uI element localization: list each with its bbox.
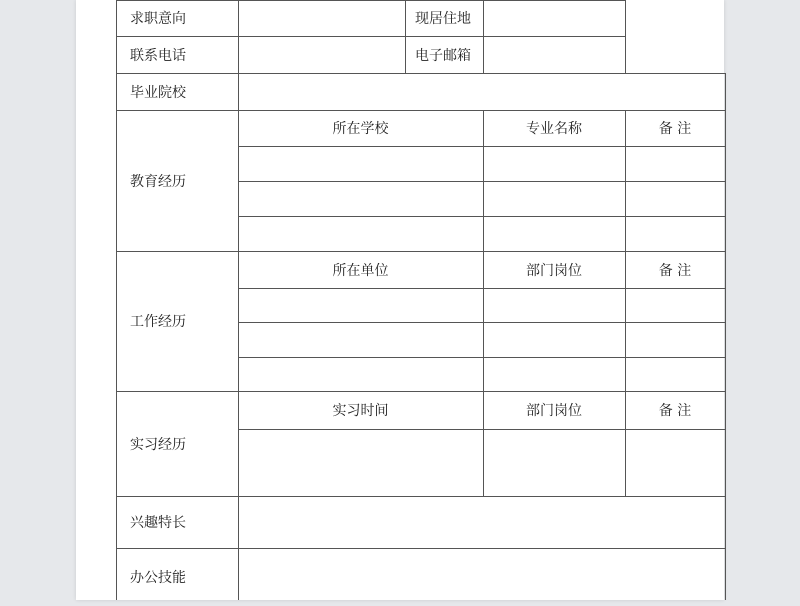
photo-box[interactable] xyxy=(626,0,725,73)
exp-divider-1 xyxy=(483,110,484,496)
internship-header-time: 实习时间 xyxy=(332,403,389,419)
job-intent-label: 求职意向 xyxy=(130,11,186,27)
work-header-position: 部门岗位 xyxy=(526,262,582,279)
education-header-major: 专业名称 xyxy=(526,121,582,137)
email-field[interactable] xyxy=(484,37,624,73)
work-line-3 xyxy=(238,357,726,358)
job-intent-field[interactable] xyxy=(239,1,404,36)
internship-header-position: 部门岗位 xyxy=(526,403,582,419)
education-header-school: 所在学校 xyxy=(332,121,389,137)
interests-label: 兴趣特长 xyxy=(130,515,186,531)
phone-field[interactable] xyxy=(239,37,404,73)
internship-header-notes: 备 注 xyxy=(658,403,692,419)
work-line-1 xyxy=(238,288,726,289)
resume-table xyxy=(116,0,762,600)
resume-sheet xyxy=(76,0,724,600)
edu-line-3 xyxy=(238,216,726,217)
edu-line-2 xyxy=(238,181,726,182)
education-label: 教育经历 xyxy=(130,173,186,190)
interests-field[interactable] xyxy=(239,497,725,548)
internship-label: 实习经历 xyxy=(130,436,186,453)
phone-label: 联系电话 xyxy=(130,47,186,64)
education-header-notes: 备 注 xyxy=(658,121,692,137)
residence-label: 现居住地 xyxy=(415,11,471,27)
work-header-notes: 备 注 xyxy=(658,262,692,279)
intern-line-1 xyxy=(238,429,726,430)
email-label: 电子邮箱 xyxy=(415,47,471,64)
school-label: 毕业院校 xyxy=(130,84,186,101)
work-label: 工作经历 xyxy=(130,314,186,330)
office-skills-label: 办公技能 xyxy=(130,570,186,586)
residence-field[interactable] xyxy=(484,1,624,36)
office-skills-field[interactable] xyxy=(239,549,725,600)
exp-divider-2 xyxy=(625,110,626,496)
work-line-2 xyxy=(238,322,726,323)
table-right-border xyxy=(725,73,726,600)
edu-line-1 xyxy=(238,146,726,147)
school-field[interactable] xyxy=(239,74,725,110)
work-header-company: 所在单位 xyxy=(332,262,389,279)
